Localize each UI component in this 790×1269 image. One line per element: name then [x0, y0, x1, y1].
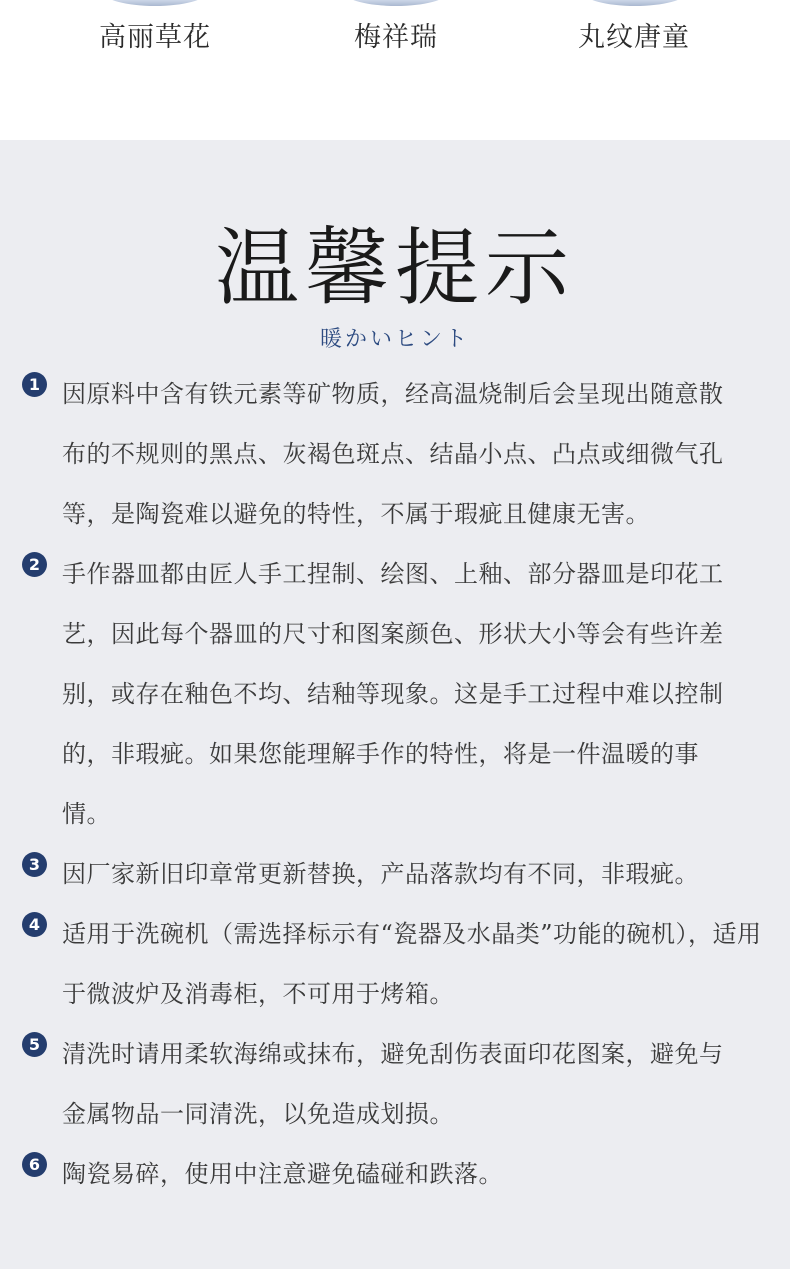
- tip-text: 清洗时请用柔软海绵或抹布，避免刮伤表面印花图案，避免与金属物品一同清洗，以免造成划损。: [62, 1040, 724, 1128]
- tip-text: 适用于洗碗机（需选择标示有“瓷器及水晶类”功能的碗机），适用于微波炉及消毒柜，不可用于烤箱。: [62, 920, 762, 1008]
- tip-item-4: [22, 904, 784, 1024]
- tip-number-badge: 6: [22, 1152, 47, 1177]
- product-name-3: 丸纹唐童: [578, 22, 690, 53]
- tip-number-badge: 3: [22, 852, 47, 877]
- tips-subtitle: 暖かいヒント: [319, 327, 470, 352]
- tip-text: 手作器皿都由匠人手工捏制、绘图、上釉、部分器皿是印花工艺，因此每个器皿的尺寸和图案颜色、形状大小等会有些许差别，或存在釉色不均、结釉等现象。这是手工过程中难以控制的，非瑕疵。如果您能理解手作的特性，将是一件温暖的事情。: [62, 560, 724, 828]
- tip-number-badge: 1: [22, 372, 47, 397]
- tip-text: 陶瓷易碎，使用中注意避免磕碰和跌落。: [62, 1160, 503, 1188]
- tip-item-6: [22, 1144, 784, 1204]
- tip-item-3: [22, 844, 784, 904]
- tip-text: 因厂家新旧印章常更新替换，产品落款均有不同，非瑕疵。: [62, 860, 699, 888]
- plate-image-1: [103, 0, 207, 6]
- product-name-2: 梅祥瑞: [354, 22, 438, 53]
- tip-number-badge: 4: [22, 912, 47, 937]
- plate-image-2: [344, 0, 448, 6]
- tips-title: 温馨提示: [214, 219, 575, 317]
- tip-text: 因原料中含有铁元素等矿物质，经高温烧制后会呈现出随意散布的不规则的黑点、灰褐色斑点、结晶小点、凸点或细微气孔等，是陶瓷难以避免的特性，不属于瑕疵且健康无害。: [62, 380, 724, 528]
- tip-number-badge: 2: [22, 552, 47, 577]
- product-name-1: 高丽草花: [99, 22, 211, 53]
- tip-item-5: [22, 1024, 784, 1144]
- tip-number-badge: 5: [22, 1032, 47, 1057]
- product-strip: [0, 0, 790, 140]
- plate-image-3: [583, 0, 687, 6]
- tip-item-1: [22, 364, 784, 544]
- tip-item-2: [22, 544, 784, 844]
- tips-section: [0, 140, 790, 1269]
